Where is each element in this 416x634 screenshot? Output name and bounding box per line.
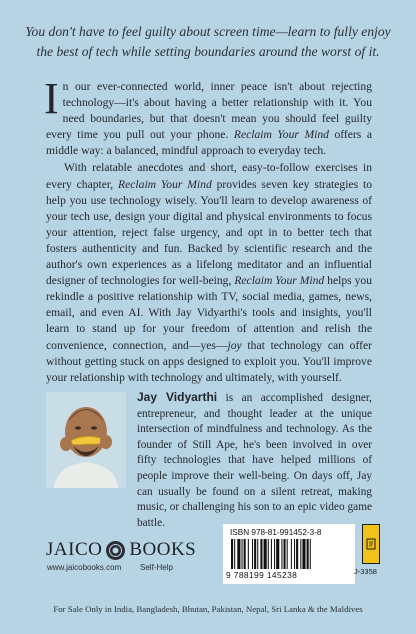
barcode-bar — [271, 539, 272, 569]
book-title: Reclaim Your Mind — [233, 128, 329, 142]
barcode-bar — [291, 539, 292, 569]
book-title: Reclaim Your Mind — [234, 274, 325, 288]
barcode-bar — [257, 539, 258, 569]
barcode-digits: 9 788199 145238 — [226, 570, 298, 580]
barcode-bar — [307, 539, 309, 569]
barcode-bar — [296, 539, 298, 569]
description-text: helps you rekindle a positive relationship with TV, social media, games, news, email, and even AI. With Jay Vidyarthi's tools and insights, you'll learn to stand up for your freedom of attention and relish the convenience, connection, and—yes— — [46, 274, 372, 352]
description-text: that technology can offer without getting stuck on apps designed to exploit you. You'll improve your relationship with technology and ultimately, with yourself. — [46, 338, 372, 384]
publisher-website: www.jaicobooks.com — [47, 563, 122, 572]
barcode-bar — [268, 539, 269, 569]
tagline: You don't have to feel guilty about screen time—learn to fully enjoy the best of tech while setting boundaries around the worst of it. — [25, 24, 391, 59]
description-paragraph-2 — [46, 160, 372, 385]
publisher-seal-icon — [106, 541, 125, 560]
author-photo — [46, 392, 126, 488]
barcode-bar — [310, 539, 311, 569]
isbn-label: ISBN 978-81-991452-3-8 — [230, 528, 322, 537]
description-text: With relatable anecdotes and short, easy-to-follow exercises in every chapter, — [46, 161, 372, 191]
barcode-bar — [284, 539, 286, 569]
description-paragraph-1 — [44, 74, 372, 159]
drop-cap: I — [44, 74, 59, 123]
author-name: Jay Vidyarthi — [137, 390, 218, 404]
barcode-box — [223, 524, 355, 584]
barcode-bar — [237, 539, 240, 569]
barcode-bar — [302, 539, 305, 569]
publisher-logo — [46, 540, 196, 560]
barcode-bar — [254, 539, 256, 569]
book-title: Reclaim Your Mind — [118, 177, 212, 191]
barcode-bar — [231, 539, 233, 569]
author-bio — [137, 390, 372, 531]
barcode-bar — [248, 539, 249, 569]
barcode-bar — [234, 539, 235, 569]
barcode-bar — [300, 539, 301, 569]
barcode-bar — [242, 539, 243, 569]
publisher-name-right: BOOKS — [129, 539, 197, 560]
author-portrait-illustration — [46, 392, 126, 488]
barcode-bar — [252, 539, 253, 569]
book-code: J-3358 — [354, 567, 377, 576]
barcode-bar — [281, 539, 282, 569]
price-tag-icon — [362, 524, 380, 564]
barcode-bar — [264, 539, 267, 569]
book-description — [44, 74, 372, 386]
sale-territory-notice: For Sale Only in India, Bangladesh, Bhutan, Pakistan, Nepal, Sri Lanka & the Maldives — [53, 604, 363, 614]
author-bio-text: is an accomplished designer, entrepreneur, and thought leader at the unique intersection of mindfulness and technology. As the founder of Still Ape, he's been involved in over fifty technologies that have helped millions of people improve their well-being. On days off, Jay can usually be found on a silent retreat, making music, or challenging his son to an epic video game battle. — [137, 392, 373, 529]
description-text: n our ever-connected world, inner peace isn't about rejecting technology—it's about having a better relationship with it. You need boundaries, but that doesn't mean you should feel guilty every time you pull out your phone. — [46, 80, 372, 142]
description-text: provides seven key strategies to help you use technology wisely. You'll learn to develop awareness of your tech use, design your digital and physical environments to focus your attention, reject false urgency, and opt in to better tech that fosters authenticity and fun. Backed by scientific research and the author's own experiences as a lifelong meditator and an influential designer of technologies for well-being, — [46, 177, 372, 288]
publisher-name-left: JAICO — [46, 539, 103, 560]
book-category: Self-Help — [140, 563, 173, 572]
barcode-bar — [276, 539, 279, 569]
barcode-bar — [294, 539, 295, 569]
emphasis-joy: joy — [227, 338, 242, 352]
barcode-bar — [274, 539, 275, 569]
barcode-bar — [244, 539, 246, 569]
description-text: offers a middle way: a balanced, mindful approach to everyday tech. — [46, 128, 372, 158]
barcode-bar — [287, 539, 288, 569]
barcode-icon — [229, 539, 349, 569]
barcode-bar — [260, 539, 262, 569]
